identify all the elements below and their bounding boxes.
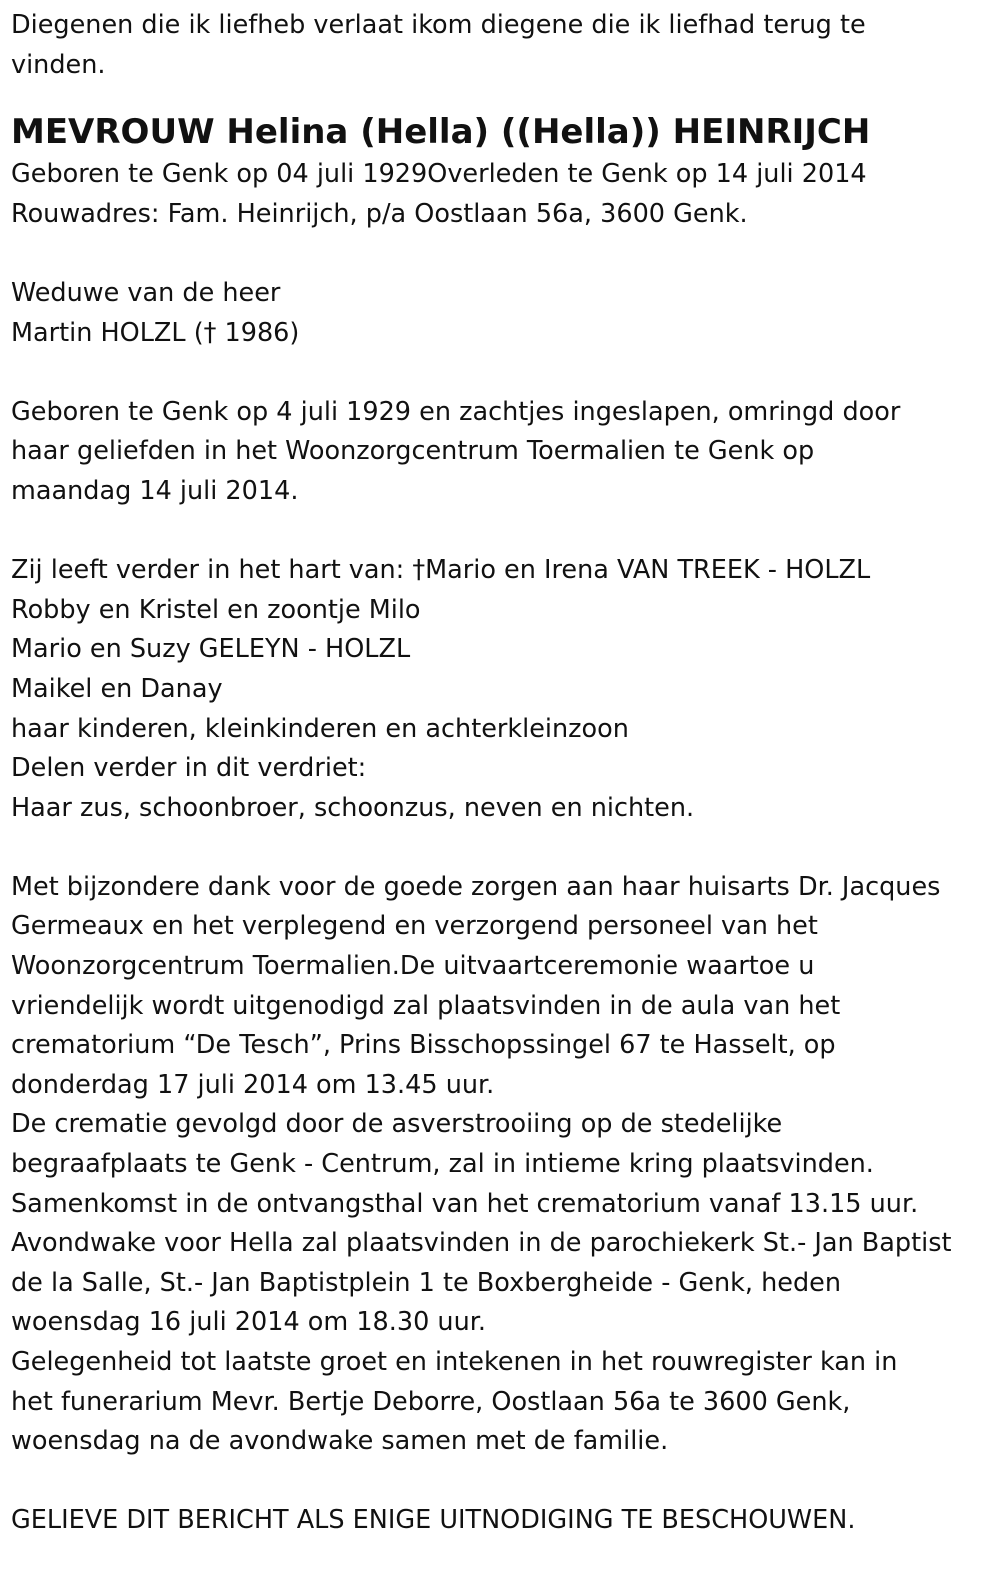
ceremony-line: donderdag 17 juli 2014 om 13.45 uur. bbox=[11, 1069, 495, 1100]
paragraph-spacer bbox=[11, 353, 988, 393]
intro-line: vinden. bbox=[11, 49, 106, 80]
widow-info bbox=[11, 274, 988, 353]
ceremony-line: Samenkomst in de ontvangsthal van het crematorium vanaf 13.15 uur. bbox=[11, 1188, 919, 1219]
paragraph-line: haar geliefden in het Woonzorgcentrum Toermalien te Genk op bbox=[11, 436, 815, 467]
ceremony-line: vriendelijk wordt uitgenodigd zal plaatsvinden in de aula van het bbox=[11, 990, 841, 1021]
paragraph-spacer bbox=[11, 234, 988, 274]
ceremony-paragraph bbox=[11, 868, 988, 1462]
family-line: Haar zus, schoonbroer, schoonzus, neven en nichten. bbox=[11, 792, 695, 823]
intro-quote bbox=[11, 6, 988, 85]
ceremony-line: de la Salle, St.- Jan Baptistplein 1 te Boxbergheide - Genk, heden bbox=[11, 1267, 841, 1298]
ceremony-line: Avondwake voor Hella zal plaatsvinden in de parochiekerk St.- Jan Baptist bbox=[11, 1228, 952, 1259]
family-list bbox=[11, 551, 988, 828]
closing-notice: GELIEVE DIT BERICHT ALS ENIGE UITNODIGING TE BESCHOUWEN. bbox=[11, 1505, 856, 1536]
ceremony-line: Met bijzondere dank voor de goede zorgen aan haar huisarts Dr. Jacques bbox=[11, 871, 941, 902]
birth-death-paragraph bbox=[11, 393, 988, 512]
widow-line: Martin HOLZL († 1986) bbox=[11, 317, 300, 348]
family-line: Maikel en Danay bbox=[11, 673, 223, 704]
paragraph-spacer bbox=[11, 828, 988, 868]
ceremony-line: het funerarium Mevr. Bertje Deborre, Oostlaan 56a te 3600 Genk, bbox=[11, 1386, 851, 1417]
ceremony-line: Woonzorgcentrum Toermalien.De uitvaartceremonie waartoe u bbox=[11, 951, 815, 982]
ceremony-line: begraafplaats te Genk - Centrum, zal in intieme kring plaatsvinden. bbox=[11, 1149, 874, 1180]
paragraph-line: Geboren te Genk op 4 juli 1929 en zachtjes ingeslapen, omringd door bbox=[11, 396, 901, 427]
paragraph-spacer bbox=[11, 512, 988, 552]
ceremony-line: crematorium “De Tesch”, Prins Bisschopssingel 67 te Hasselt, op bbox=[11, 1030, 836, 1061]
family-line: Mario en Suzy GELEYN - HOLZL bbox=[11, 634, 411, 665]
paragraph-line: maandag 14 juli 2014. bbox=[11, 475, 299, 506]
intro-line: Diegenen die ik liefheb verlaat ikom diegene die ik liefhad terug te bbox=[11, 10, 866, 40]
mourning-address: Rouwadres: Fam. Heinrijch, p/a Oostlaan 56a, 3600 Genk. bbox=[11, 198, 748, 229]
ceremony-line: woensdag na de avondwake samen met de familie. bbox=[11, 1426, 669, 1457]
family-line: Delen verder in dit verdriet: bbox=[11, 753, 367, 784]
ceremony-line: Gelegenheid tot laatste groet en intekenen in het rouwregister kan in bbox=[11, 1347, 898, 1377]
ceremony-line: woensdag 16 juli 2014 om 18.30 uur. bbox=[11, 1307, 486, 1338]
family-line: Robby en Kristel en zoontje Milo bbox=[11, 594, 421, 625]
family-line: haar kinderen, kleinkinderen en achterkleinzoon bbox=[11, 713, 629, 744]
header-info bbox=[11, 155, 988, 234]
family-line: Zij leeft verder in het hart van: †Mario en Irena VAN TREEK - HOLZL bbox=[11, 555, 871, 586]
paragraph-spacer bbox=[11, 1462, 988, 1502]
widow-line: Weduwe van de heer bbox=[11, 277, 281, 308]
ceremony-line: Germeaux en het verplegend en verzorgend personeel van het bbox=[11, 911, 818, 942]
deceased-name-title: MEVROUW Helina (Hella) ((Hella)) HEINRIJCH bbox=[11, 112, 871, 153]
birth-death-summary: Geboren te Genk op 04 juli 1929Overleden te Genk op 14 juli 2014 bbox=[11, 159, 867, 190]
ceremony-line: De crematie gevolgd door de asverstrooiing op de stedelijke bbox=[11, 1109, 783, 1140]
